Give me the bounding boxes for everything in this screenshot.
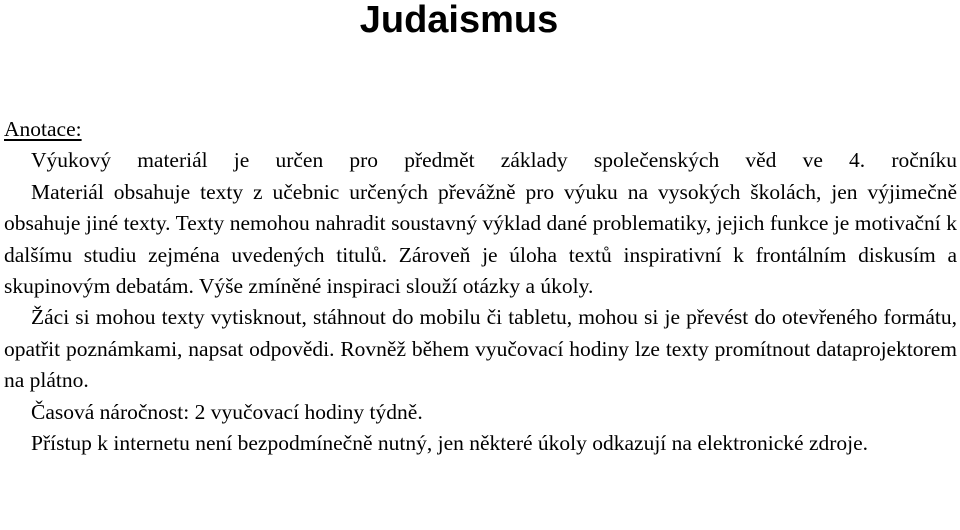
- annotation-section: [4, 114, 957, 459]
- annotation-paragraph-time: Časová náročnost: 2 vyučovací hodiny týdně.: [31, 399, 423, 424]
- annotation-paragraph-usage: Žáci si mohou texty vytisknout, stáhnout do mobilu či tabletu, mohou si je převést do otevřeného formátu, opatřit poznámkami, napsat odpovědi. Rovněž během vyučovací hodiny lze texty promítnout dataprojektorem na plátno.: [4, 305, 957, 393]
- annotation-paragraph-internet: Přístup k internetu není bezpodmínečně nutný, jen některé úkoly odkazují na elektronické zdroje.: [31, 431, 869, 456]
- document-title: Judaismus: [359, 0, 559, 41]
- annotation-paragraph-materials: Materiál obsahuje texty z učebnic určených převážně pro výuku na vysokých školách, jen výjimečně obsahuje jiné texty. Texty nemohou nahradit soustavný výklad dané problematiky, jejich funkce je motivační k dalšímu studiu zejména uvedených titulů. Zároveň je úloha textů inspirativní k frontálním diskusím a skupinovým debatám. Výše zmíněné inspiraci slouží otázky a úkoly.: [4, 179, 957, 299]
- annotation-heading: Anotace:: [4, 117, 82, 141]
- annotation-paragraph-purpose: Výukový materiál je určen pro předmět základy společenských věd ve 4. ročníku: [31, 148, 957, 173]
